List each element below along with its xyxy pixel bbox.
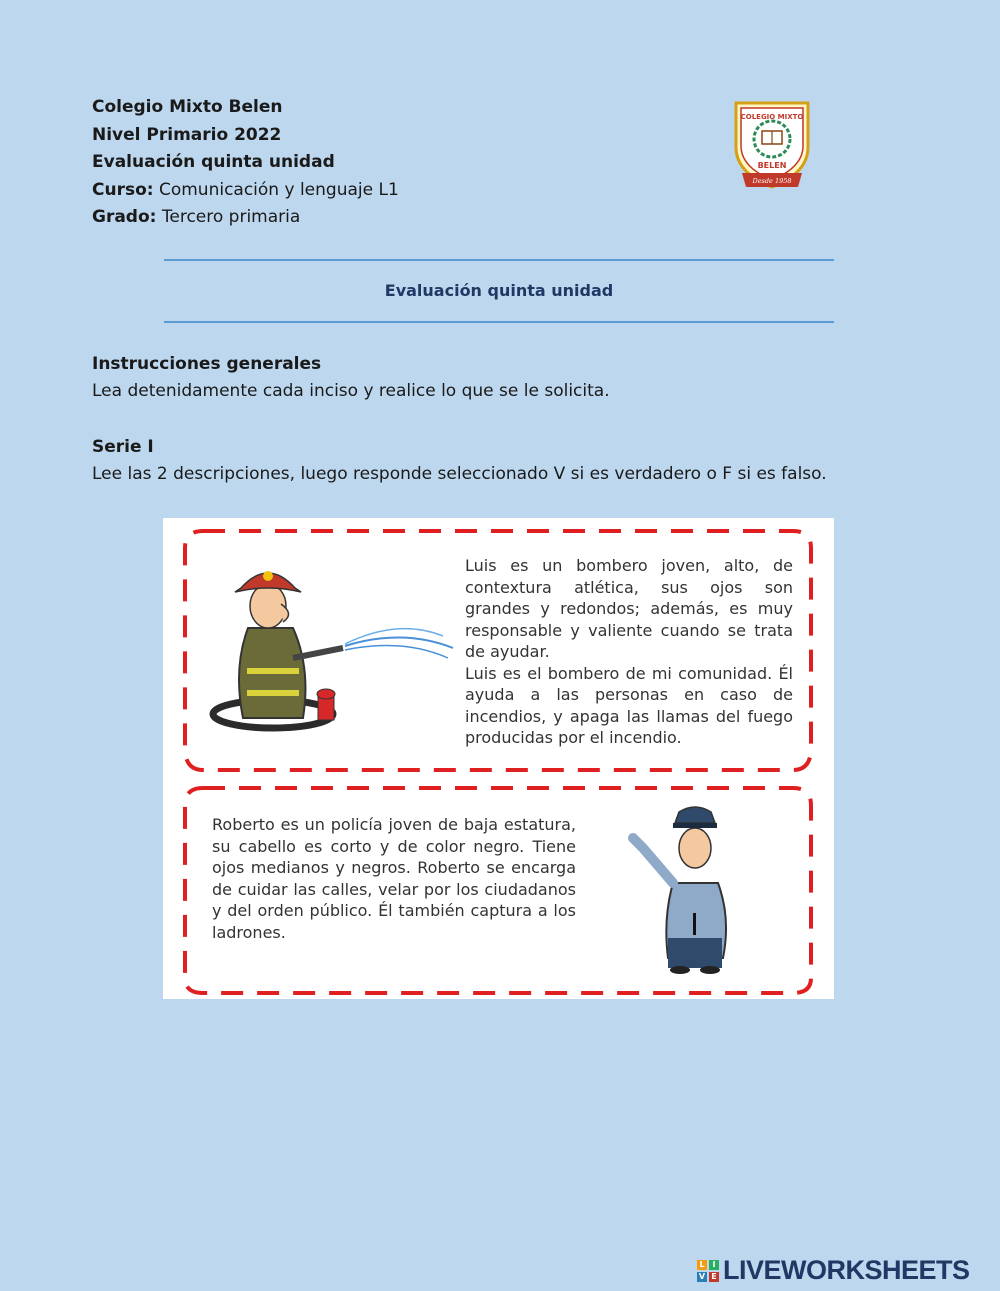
brand-text: LIVEWORKSHEETS — [723, 1255, 970, 1285]
course-label: Curso: — [92, 179, 154, 200]
grade-line — [92, 204, 399, 232]
title-rule-top — [164, 259, 834, 261]
firefighter-icon — [213, 571, 453, 728]
police-paragraph-1: Roberto es un policía joven de baja estatura, su cabello es corto y de color negro. Tiene ojos medianos y negros. Roberto se encarga de cuidar las calles, velar por los ciudadanos y del orden público. Él también captura a los ladrones. — [212, 815, 576, 942]
serie1-heading: Serie I — [92, 437, 154, 457]
page-title: Evaluación quinta unidad — [384, 281, 614, 300]
course-line — [92, 177, 399, 205]
descriptions-image — [163, 518, 834, 999]
brand-tile-e: E — [709, 1272, 719, 1282]
grade-label: Grado: — [92, 207, 157, 227]
grade-value: Tercero primaria — [156, 207, 301, 227]
serie1-text: Lee las 2 descripciones, luego responde seleccionado V si es verdadero o F si es falso. — [92, 464, 827, 484]
level-line: Nivel Primario 2022 — [92, 124, 282, 145]
logo-ribbon-text: Desde 1958 — [752, 177, 792, 185]
firefighter-paragraph-1: Luis es un bombero joven, alto, de contextura atlética, sus ojos son grandes y redondos; además, es muy responsable y valiente cuando se trata de ayudar. — [465, 556, 793, 661]
brand-tile-l: L — [697, 1260, 707, 1270]
logo-top-text: COLEGIO MIXTO — [740, 113, 804, 121]
firefighter-paragraph-2: Luis es el bombero de mi comunidad. Él ayuda a las personas en caso de incendios, y apaga las llamas del fuego producidas por el incendio. — [465, 663, 793, 747]
firefighter-description — [465, 555, 793, 749]
evaluation-line: Evaluación quinta unidad — [92, 152, 335, 172]
brand-tiles-icon — [697, 1260, 719, 1282]
instructions-heading: Instrucciones generales — [92, 354, 322, 374]
brand-tile-v: V — [698, 1271, 706, 1281]
police-description — [212, 814, 576, 943]
school-logo-icon — [730, 95, 814, 195]
header-block — [92, 94, 399, 232]
instructions-text: Lea detenidamente cada inciso y realice lo que se le solicita. — [92, 381, 610, 401]
police-icon — [633, 807, 726, 974]
school-name: Colegio Mixto Belen — [92, 97, 283, 117]
logo-name-text: BELEN — [757, 161, 787, 170]
course-value: Comunicación y lenguaje L1 — [153, 179, 399, 200]
title-rule-bottom — [164, 321, 834, 323]
liveworksheets-brand — [697, 1255, 970, 1286]
brand-tile-i: I — [709, 1260, 719, 1270]
